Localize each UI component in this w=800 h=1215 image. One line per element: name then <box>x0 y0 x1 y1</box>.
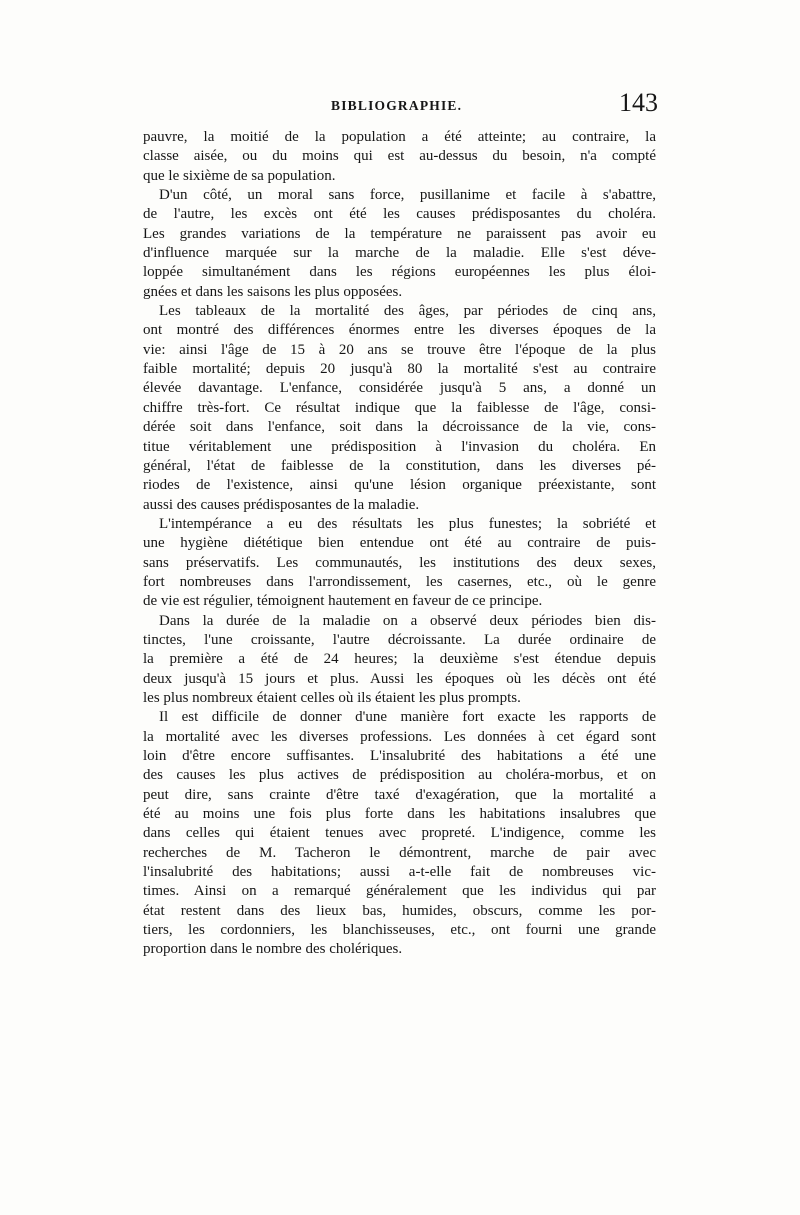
text-line: faible mortalité; depuis 20 jusqu'à 80 la mortalité s'est au contraire <box>143 361 656 378</box>
text-line: classe aisée, ou du moins qui est au-dessus du besoin, n'a compté <box>143 148 656 165</box>
text-line: d'influence marquée sur la marche de la maladie. Elle s'est déve- <box>143 245 656 262</box>
text-line: deux jusqu'à 15 jours et plus. Aussi les époques où les décès ont été <box>143 670 656 687</box>
page-header <box>143 88 658 122</box>
text-line: ont montré des différences énormes entre les diverses époques de la <box>143 322 656 339</box>
text-line: Les grandes variations de la température ne paraissent pas avoir eu <box>143 225 656 242</box>
text-line: pauvre, la moitié de la population a été atteinte; au contraire, la <box>143 129 656 145</box>
text-line: Il est difficile de donner d'une manière fort exacte les rapports de <box>159 709 656 726</box>
text-line: de l'autre, les excès ont été les causes prédisposantes du choléra. <box>143 206 656 223</box>
text-line: Les tableaux de la mortalité des âges, par périodes de cinq ans, <box>159 303 656 320</box>
paragraph <box>143 302 656 515</box>
text-line: les plus nombreux étaient celles où ils étaient les plus prompts. <box>143 689 521 706</box>
text-line: tinctes, l'une croissante, l'autre décroissante. La durée ordinaire de <box>143 631 656 648</box>
body-text <box>143 128 656 960</box>
text-line: élevée davantage. L'enfance, considérée jusqu'à 5 ans, a donné un <box>143 380 656 397</box>
text-line: état restent dans des lieux bas, humides, obscurs, comme les por- <box>143 902 656 919</box>
text-line: recherches de M. Tacheron le démontrent, marche de pair avec <box>143 844 656 861</box>
text-line: une hygiène diététique bien entendue ont été au contraire de puis- <box>143 535 656 552</box>
running-head: BIBLIOGRAPHIE. <box>331 98 463 113</box>
text-line: proportion dans le nombre des cholériques. <box>143 941 403 958</box>
text-line: peut dire, sans crainte d'être taxé d'exagération, que la mortalité a <box>143 786 656 803</box>
paragraph <box>143 128 656 186</box>
page-number: 143 <box>619 88 658 117</box>
text-line: fort nombreuses dans l'arrondissement, les casernes, etc., où le genre <box>143 573 656 590</box>
text-line: l'insalubrité des habitations; aussi a-t-elle fait de nombreuses vic- <box>143 864 656 881</box>
paragraph <box>143 515 656 612</box>
text-line: times. Ainsi on a remarqué généralement que les individus qui par <box>143 883 656 900</box>
text-line: vie: ainsi l'âge de 15 à 20 ans se trouve être l'époque de la plus <box>143 341 656 358</box>
text-line: des causes les plus actives de prédisposition au choléra-morbus, et on <box>143 767 656 784</box>
text-line: gnées et dans les saisons les plus opposées. <box>143 283 403 300</box>
text-line: aussi des causes prédisposantes de la maladie. <box>143 496 420 513</box>
text-line: loin d'être encore suffisantes. L'insalubrité des habitations a été une <box>143 748 656 764</box>
text-line: été au moins une fois plus forte dans les habitations insalubres que <box>143 806 656 823</box>
text-line: la mortalité avec les diverses professions. Les données à cet égard sont <box>143 728 656 745</box>
text-line: général, l'état de faiblesse de la constitution, dans les diverses pé- <box>143 457 656 474</box>
text-line: dérée soit dans l'enfance, soit dans la décroissance de la vie, cons- <box>143 419 656 436</box>
text-line: loppée simultanément dans les régions européennes les plus éloi- <box>143 264 656 281</box>
text-line: de vie est régulier, témoignent hautement en faveur de ce principe. <box>143 593 543 610</box>
paragraph <box>143 708 656 959</box>
text-line: tiers, les cordonniers, les blanchisseuses, etc., ont fourni une grande <box>143 922 656 939</box>
text-line: que le sixième de sa population. <box>143 167 336 184</box>
text-line: riodes de l'existence, ainsi qu'une lésion organique préexistante, sont <box>143 477 656 494</box>
text-line: Dans la durée de la maladie on a observé deux périodes bien dis- <box>159 612 656 629</box>
text-line: chiffre très-fort. Ce résultat indique que la faiblesse de l'âge, consi- <box>143 399 656 416</box>
text-line: sans préservatifs. Les communautés, les institutions des deux sexes, <box>143 554 656 571</box>
text-line: titue véritablement une prédisposition à l'invasion du choléra. En <box>143 438 656 455</box>
text-line: la première a été de 24 heures; la deuxième s'est étendue depuis <box>143 651 656 668</box>
paragraph <box>143 612 656 709</box>
text-line: dans celles qui étaient tenues avec propreté. L'indigence, comme les <box>143 825 656 842</box>
paragraph <box>143 186 656 302</box>
text-line: L'intempérance a eu des résultats les plus funestes; la sobriété et <box>159 515 656 532</box>
text-line: D'un côté, un moral sans force, pusillanime et facile à s'abattre, <box>159 187 656 204</box>
